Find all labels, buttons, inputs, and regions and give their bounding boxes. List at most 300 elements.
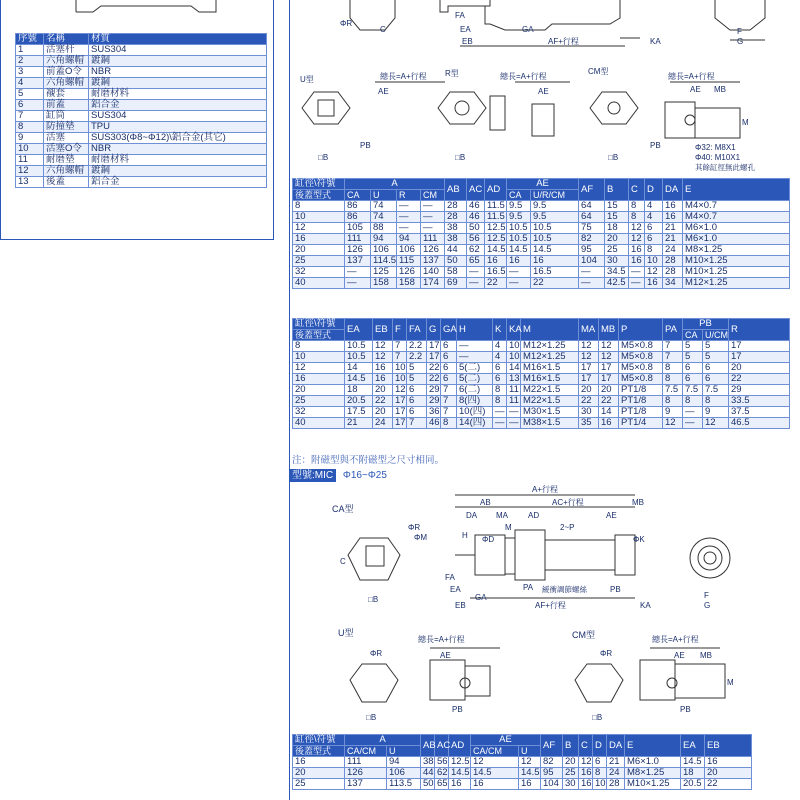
table-cell: 22 — [373, 396, 393, 407]
table-cell: M12×1.25 — [683, 278, 790, 289]
table-cell: 17 — [393, 418, 407, 429]
table-cell: M16×1.5 — [521, 374, 579, 385]
table-cell: 10.5 — [531, 234, 579, 245]
table-cell: 94 — [397, 234, 421, 245]
col-header: MB — [599, 319, 619, 341]
col-header: CA — [683, 330, 703, 341]
table-row — [293, 418, 790, 429]
table-cell: 缸筒 — [44, 111, 89, 122]
table-row — [293, 407, 790, 418]
table-cell: 15 — [605, 201, 629, 212]
table-cell: 12 — [703, 418, 729, 429]
table-cell: 21 — [663, 234, 683, 245]
table-cell: — — [467, 267, 485, 278]
label-ae: AE — [440, 651, 451, 660]
table-cell: 22 — [705, 779, 752, 790]
col-header: R — [729, 319, 790, 341]
table-cell: 7 — [393, 352, 407, 363]
table-cell: M6×1.0 — [683, 223, 790, 234]
table-cell: M10×1.25 — [683, 256, 790, 267]
label-fa: FA — [455, 11, 465, 20]
table-cell: PT1/4 — [619, 418, 663, 429]
table-cell: 10 — [16, 144, 44, 155]
table-cell: 10.5 — [345, 352, 373, 363]
table-cell: 6 — [703, 363, 729, 374]
col-header: AC — [467, 179, 485, 201]
table-cell: 88 — [371, 223, 397, 234]
col-header: 後蓋型式 — [293, 190, 345, 201]
label-ga: GA — [522, 25, 534, 34]
table-cell: M5×0.8 — [619, 341, 663, 352]
table-cell: 20 — [373, 407, 393, 418]
table-cell: 44 — [421, 768, 435, 779]
table-cell: 29 — [427, 396, 441, 407]
table-cell: 10 — [645, 256, 663, 267]
table-row — [16, 89, 267, 100]
table-cell: 5 — [407, 374, 427, 385]
table-cell: 鍍鋼 — [89, 56, 267, 67]
table-cell: M5×0.8 — [619, 352, 663, 363]
table-cell: 65 — [435, 779, 449, 790]
table-cell: 9.5 — [507, 212, 531, 223]
col-header: C — [629, 179, 645, 201]
table-cell: 74 — [371, 212, 397, 223]
table-cell: 20 — [705, 768, 752, 779]
table-cell: — — [507, 418, 521, 429]
table-cell: 16 — [449, 779, 471, 790]
col-header: A — [345, 735, 421, 746]
table-cell: 10 — [393, 363, 407, 374]
table-cell: 16 — [663, 212, 683, 223]
table-cell: PT1/8 — [619, 385, 663, 396]
table-cell: M5×0.8 — [619, 374, 663, 385]
table-cell: M8×1.25 — [683, 245, 790, 256]
table-cell: 5 — [703, 352, 729, 363]
table-cell: 14(四) — [457, 418, 493, 429]
table-cell: — — [507, 407, 521, 418]
table-cell: 6 — [703, 374, 729, 385]
table-cell: 8 — [663, 363, 683, 374]
table-cell: 2.2 — [407, 341, 427, 352]
table-cell: 35 — [579, 418, 599, 429]
table-cell: 6 — [441, 352, 457, 363]
table-cell: 8 — [493, 385, 507, 396]
table-cell: 140 — [421, 267, 445, 278]
col-header: K — [493, 319, 507, 341]
dim-table-1 — [292, 178, 790, 289]
table-cell: 6(二) — [457, 385, 493, 396]
table-cell: 16 — [507, 256, 531, 267]
table-cell: 25 — [293, 396, 345, 407]
table-cell: 6 — [407, 385, 427, 396]
table-cell: TPU — [89, 122, 267, 133]
table-cell: 18 — [345, 385, 373, 396]
table-cell: 104 — [541, 779, 563, 790]
dim-table-2 — [292, 318, 790, 429]
table-row — [16, 56, 267, 67]
table-cell: 56 — [435, 757, 449, 768]
table-cell: — — [493, 407, 507, 418]
label-ca-type: CA型 — [332, 504, 354, 514]
table-cell: NBR — [89, 144, 267, 155]
table-cell: 16 — [579, 779, 593, 790]
label-2p: 2~P — [560, 523, 575, 532]
table-cell: 10 — [507, 341, 521, 352]
table-cell: 16 — [471, 779, 519, 790]
table-cell: 防撞墊 — [44, 122, 89, 133]
table-row — [16, 78, 267, 89]
table-cell: 16 — [293, 374, 345, 385]
table-cell: 20 — [293, 245, 345, 256]
table-row — [293, 385, 790, 396]
table-cell: 14.5 — [531, 245, 579, 256]
table-cell: 64 — [579, 201, 605, 212]
table-cell: 38 — [421, 757, 435, 768]
table-cell: 8 — [629, 212, 645, 223]
table-cell: 69 — [445, 278, 467, 289]
table-cell: 5 — [16, 89, 44, 100]
col-header: EA — [681, 735, 705, 757]
table-cell: 9 — [16, 133, 44, 144]
table-cell: 六角螺帽 — [44, 166, 89, 177]
table-cell: 6 — [683, 374, 703, 385]
table-cell: 8 — [645, 245, 663, 256]
table-cell: 14.5 — [519, 768, 541, 779]
table-cell: 鍍鋼 — [89, 166, 267, 177]
table-cell: 10 — [293, 352, 345, 363]
table-row — [293, 212, 790, 223]
table-cell: 8 — [441, 418, 457, 429]
table-cell: 94 — [371, 234, 397, 245]
table-cell: 5 — [703, 341, 729, 352]
table-cell: 24 — [607, 768, 625, 779]
table-cell: 17 — [393, 396, 407, 407]
cylinder-drawing-top — [1, 0, 275, 26]
table-cell: 126 — [345, 245, 371, 256]
table-cell: 16 — [485, 256, 507, 267]
table-cell: 10 — [593, 779, 607, 790]
table-cell: 2 — [16, 56, 44, 67]
table-cell: 11.5 — [485, 212, 507, 223]
table-cell: 86 — [345, 201, 371, 212]
table-cell: 28 — [445, 201, 467, 212]
table-cell: 4 — [493, 341, 507, 352]
table-cell: 5 — [407, 363, 427, 374]
label-phi-r: ΦR — [600, 649, 613, 658]
table-cell: 10.5 — [507, 234, 531, 245]
table-cell: 6 — [441, 341, 457, 352]
table-cell: 16 — [645, 278, 663, 289]
table-cell: 16 — [629, 256, 645, 267]
table-cell: 20 — [729, 363, 790, 374]
table-row — [293, 267, 790, 278]
table-cell: M4×0.7 — [683, 212, 790, 223]
label-phi-m: ΦM — [414, 533, 428, 542]
col-header: U — [371, 190, 397, 201]
table-cell: 7 — [393, 341, 407, 352]
label-phi-r: ΦR — [370, 649, 383, 658]
table-cell: 42.5 — [605, 278, 629, 289]
table-cell: 14.5 — [507, 245, 531, 256]
table-cell: 16 — [293, 234, 345, 245]
col-header: AB — [421, 735, 435, 757]
table-cell: 17.5 — [345, 407, 373, 418]
label-mb: MB — [714, 85, 726, 94]
table-cell: 36 — [427, 407, 441, 418]
table-cell: — — [421, 223, 445, 234]
table-cell: 8 — [703, 396, 729, 407]
table-cell: 106 — [387, 768, 421, 779]
table-cell: 8(四) — [457, 396, 493, 407]
table-cell: 17 — [579, 374, 599, 385]
table-cell: M5×0.8 — [619, 363, 663, 374]
model-tag: 型號:MIC — [289, 469, 336, 482]
table-cell: 50 — [421, 779, 435, 790]
table-cell: 11 — [507, 396, 521, 407]
label-ka: KA — [650, 37, 661, 46]
label-ae: AE — [606, 511, 617, 520]
table-cell: — — [397, 212, 421, 223]
col-header: AE — [507, 179, 579, 190]
table-cell: 12 — [293, 363, 345, 374]
table-cell: 58 — [445, 267, 467, 278]
table-cell: 17 — [599, 374, 619, 385]
table-row — [16, 67, 267, 78]
table-cell: 16 — [373, 374, 393, 385]
table-cell: 6 — [16, 100, 44, 111]
col-header: KA — [507, 319, 521, 341]
label-b: □B — [318, 153, 329, 162]
table-cell: 50 — [467, 223, 485, 234]
table-cell: 耐磨材料 — [89, 155, 267, 166]
table-cell: 4 — [645, 201, 663, 212]
table-cell: 114.5 — [371, 256, 397, 267]
col-header: P — [619, 319, 663, 341]
table-cell: 12 — [293, 223, 345, 234]
table-cell: 22 — [485, 278, 507, 289]
label-pb: PB — [360, 141, 371, 150]
label-u-type: U型 — [300, 75, 314, 84]
table-cell: 6 — [683, 363, 703, 374]
table-cell: 106 — [371, 245, 397, 256]
table-cell: 9 — [663, 407, 683, 418]
table-cell: M16×1.5 — [521, 363, 579, 374]
label-f: F — [704, 591, 709, 600]
table-cell: 8 — [683, 396, 703, 407]
note-m8: Φ32: M8X1 — [695, 143, 736, 152]
label-r-type: R型 — [445, 69, 459, 78]
table-cell: 20.5 — [345, 396, 373, 407]
table-row — [293, 363, 790, 374]
label-g: G — [737, 37, 744, 46]
table-cell: 25 — [563, 768, 579, 779]
table-cell: 12 — [471, 757, 519, 768]
table-cell: 14.5 — [449, 768, 471, 779]
table-cell: 12 — [393, 385, 407, 396]
col-header: 缸徑\符號 — [293, 735, 345, 746]
table-row — [293, 768, 752, 779]
table-cell: 86 — [345, 212, 371, 223]
col-header: PB — [683, 319, 729, 330]
table-cell: 56 — [467, 234, 485, 245]
table-cell: 17 — [729, 341, 790, 352]
table-cell: 37.5 — [729, 407, 790, 418]
table-cell: 137 — [345, 779, 387, 790]
col-header: B — [605, 179, 629, 201]
table-cell: 20.5 — [681, 779, 705, 790]
table-cell: SUS304 — [89, 45, 267, 56]
table-cell: 21 — [345, 418, 373, 429]
note-no-hole: 其餘缸徑無此螺孔 — [695, 163, 755, 172]
table-row — [16, 111, 267, 122]
table-cell: 15 — [605, 212, 629, 223]
table-cell: M38×1.5 — [521, 418, 579, 429]
table-cell: 94 — [387, 757, 421, 768]
table-cell: 44 — [445, 245, 467, 256]
table-cell: M6×1.0 — [625, 757, 681, 768]
label-total-len: 總長=A+行程 — [652, 635, 699, 644]
table-cell: 12 — [629, 234, 645, 245]
table-cell: — — [457, 352, 493, 363]
label-af-stroke: AF+行程 — [548, 37, 579, 46]
table-cell: 7.5 — [683, 385, 703, 396]
table-row — [293, 757, 752, 768]
table-cell: 11 — [16, 155, 44, 166]
table-row — [16, 144, 267, 155]
table-cell: 2.2 — [407, 352, 427, 363]
table-cell: 6 — [645, 223, 663, 234]
table-cell: 6 — [441, 363, 457, 374]
table-cell: 28 — [663, 267, 683, 278]
table-cell: — — [397, 201, 421, 212]
table-cell: 126 — [397, 267, 421, 278]
table-cell: 20 — [293, 768, 345, 779]
table-cell: 25 — [605, 245, 629, 256]
table-cell: M10×1.25 — [625, 779, 681, 790]
table-cell: 16 — [373, 363, 393, 374]
table-cell: 40 — [293, 278, 345, 289]
label-h: H — [462, 531, 468, 540]
col-header: AF — [579, 179, 605, 201]
table-row — [16, 177, 267, 188]
label-eb: EB — [455, 601, 466, 610]
label-pb: PB — [680, 705, 691, 714]
table-row — [16, 122, 267, 133]
table-cell: 82 — [541, 757, 563, 768]
col-header: 序號 — [16, 34, 44, 45]
table-cell: 6 — [493, 374, 507, 385]
table-cell: 10(四) — [457, 407, 493, 418]
table-cell: M8×1.25 — [625, 768, 681, 779]
table-cell: 8 — [293, 201, 345, 212]
table-cell: — — [629, 278, 645, 289]
table-cell: 9 — [703, 407, 729, 418]
table-cell: 10 — [293, 212, 345, 223]
table-cell: 10 — [507, 352, 521, 363]
parts-panel — [0, 0, 274, 240]
table-cell: 20 — [605, 234, 629, 245]
label-phi-d: ΦD — [482, 535, 495, 544]
table-cell: 62 — [435, 768, 449, 779]
col-header: CA/CM — [471, 746, 519, 757]
table-cell: 174 — [421, 278, 445, 289]
note-m10: Φ40: M10X1 — [695, 153, 741, 162]
bore-range: Φ16~Φ25 — [342, 470, 387, 481]
table-cell: 64 — [579, 212, 605, 223]
table-cell: 8 — [663, 374, 683, 385]
col-header: U — [519, 746, 541, 757]
table-cell: 22 — [427, 363, 441, 374]
table-cell: 21 — [663, 223, 683, 234]
table-cell: 115 — [397, 256, 421, 267]
table-cell: — — [629, 267, 645, 278]
label-mb: MB — [700, 651, 712, 660]
table-cell: 10 — [393, 374, 407, 385]
table-cell: 14.5 — [681, 757, 705, 768]
table-cell: 耐磨材料 — [89, 89, 267, 100]
col-header: 後蓋型式 — [293, 330, 345, 341]
label-ma: MA — [496, 511, 508, 520]
table-cell: 5 — [683, 341, 703, 352]
table-cell: 95 — [579, 245, 605, 256]
table-cell: NBR — [89, 67, 267, 78]
label-m: M — [742, 118, 749, 127]
table-row — [293, 245, 790, 256]
table-cell: 104 — [579, 256, 605, 267]
table-cell: 6 — [593, 757, 607, 768]
table-cell: 38 — [445, 234, 467, 245]
label-cushion-screw: 緩衝調節螺絲 — [542, 585, 587, 594]
label-phi-r: ΦR — [340, 19, 353, 28]
table-cell: 4 — [645, 212, 663, 223]
table-cell: 12 — [629, 223, 645, 234]
table-cell: 12 — [645, 267, 663, 278]
col-header: 名稱 — [44, 34, 89, 45]
table-cell: M12×1.25 — [521, 341, 579, 352]
table-cell: M22×1.5 — [521, 396, 579, 407]
table-cell: 六角螺帽 — [44, 56, 89, 67]
table-cell: 12 — [579, 341, 599, 352]
label-pb: PB — [452, 705, 463, 714]
table-cell: 前蓋 — [44, 100, 89, 111]
table-cell: 32 — [293, 267, 345, 278]
table-cell: 16 — [705, 757, 752, 768]
label-cm-type: CM型 — [588, 67, 609, 76]
table-cell: 16 — [519, 779, 541, 790]
table-cell: 8 — [16, 122, 44, 133]
table-cell: 11.5 — [485, 201, 507, 212]
table-cell: 40 — [293, 418, 345, 429]
col-header: 材質 — [89, 34, 267, 45]
table-cell: 8 — [293, 341, 345, 352]
label-af-stroke: AF+行程 — [535, 601, 566, 610]
table-cell: 10.5 — [507, 223, 531, 234]
table-cell: 18 — [605, 223, 629, 234]
col-header: CA/CM — [345, 746, 387, 757]
label-phi-k: ΦK — [633, 535, 645, 544]
table-cell: — — [683, 418, 703, 429]
table-row — [293, 223, 790, 234]
label-mb: MB — [632, 498, 644, 507]
label-ae: AE — [690, 85, 701, 94]
col-header: E — [683, 179, 790, 201]
table-cell: 8 — [493, 396, 507, 407]
table-cell: 14.5 — [345, 374, 373, 385]
table-cell: M12×1.25 — [521, 352, 579, 363]
table-cell: 22 — [427, 374, 441, 385]
col-header: MA — [579, 319, 599, 341]
table-cell: 8 — [593, 768, 607, 779]
